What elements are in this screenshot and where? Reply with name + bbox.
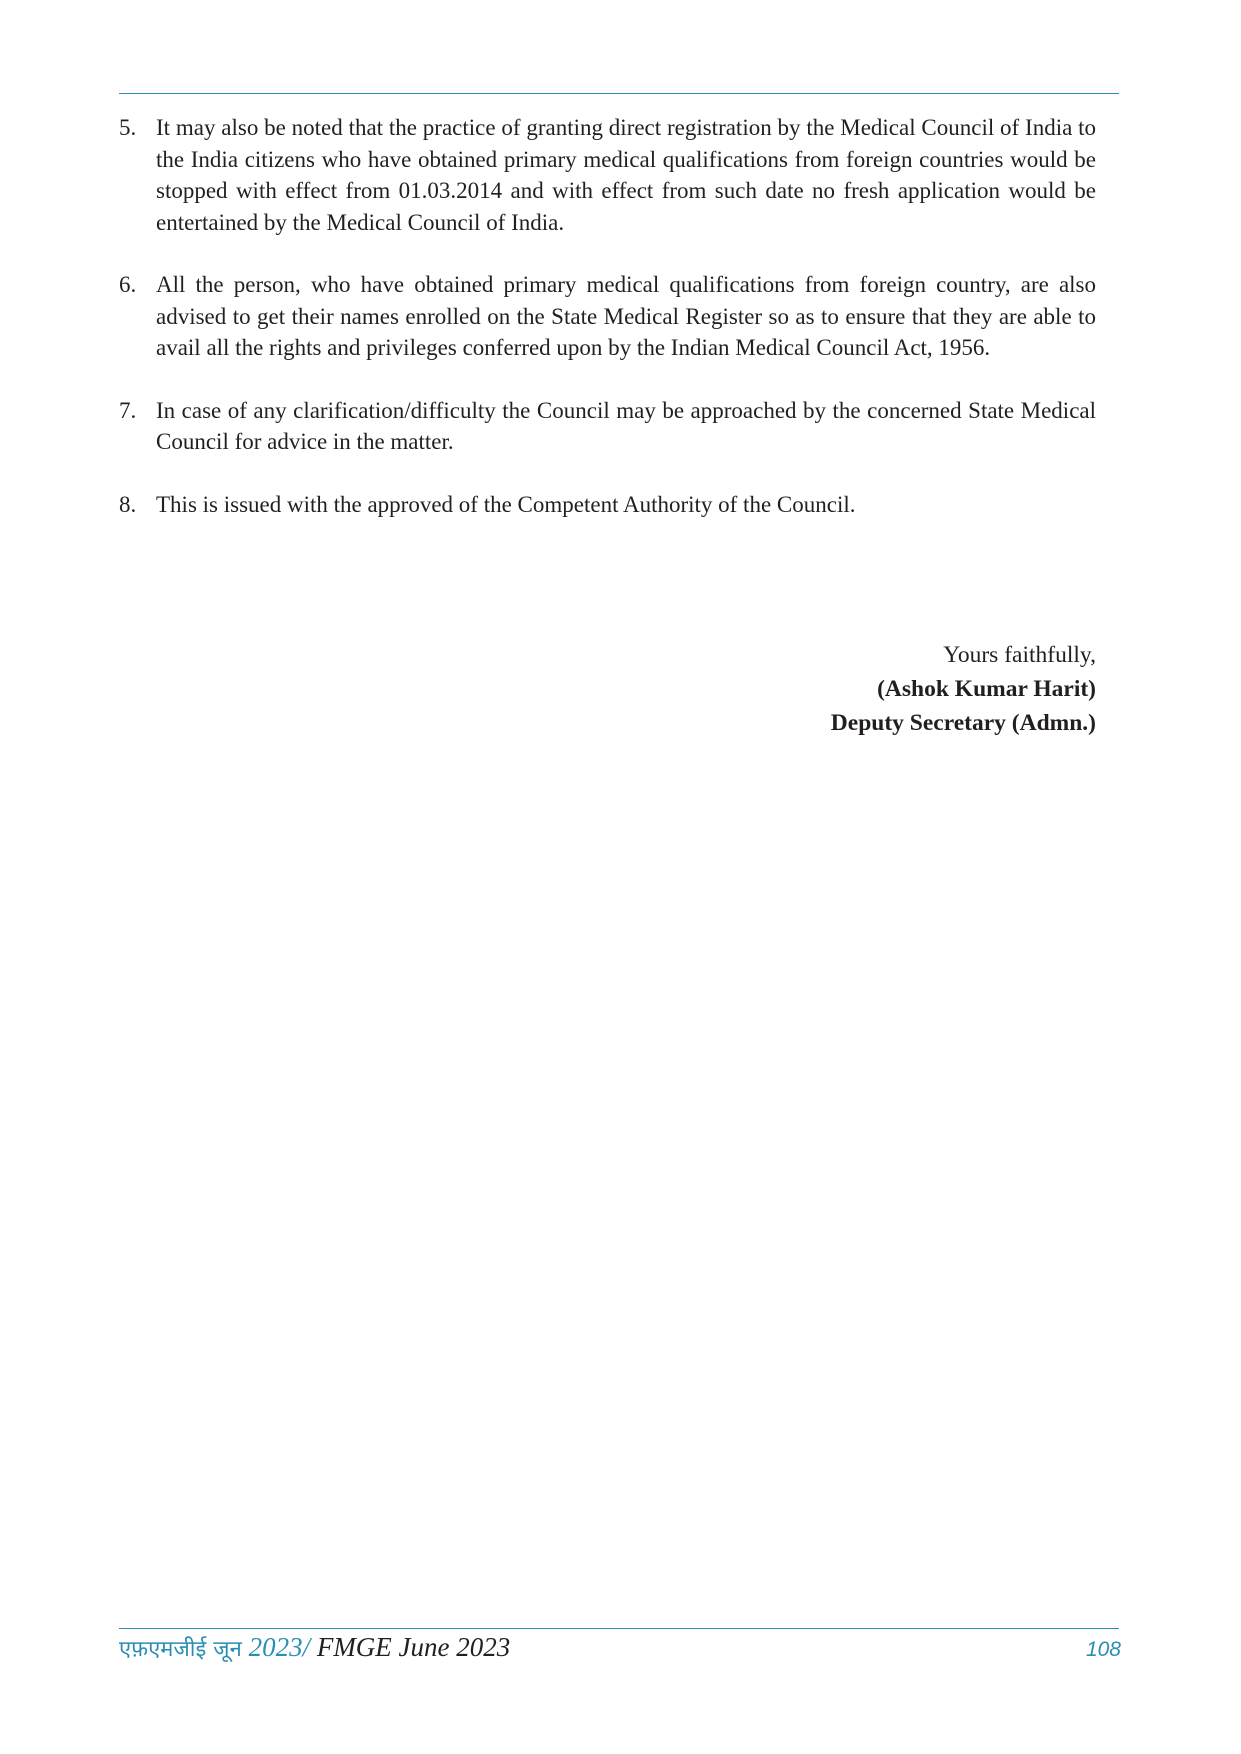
paragraph-text: In case of any clarification/difficulty the Council may be approached by the concerned State Medical Council for advice in the matter. [156,397,1096,454]
paragraph-text: All the person, who have obtained primary medical qualifications from foreign country, are also advised to get their names enrolled on the State Medical Register so as to ensure that they are able to avail all the rights and privileges conferred upon by the Indian Medical Council Act, 1956. [156,272,1096,360]
paragraph-5 [119,112,1096,238]
paragraph-8 [119,489,1096,521]
footer-hindi-year: 2023/ [248,1632,311,1662]
header-rule [119,93,1119,94]
paragraph-text: This is issued with the approved of the Competent Authority of the Council. [156,491,856,517]
signatory-designation: Deputy Secretary (Admn.) [830,710,1096,736]
footer-title [119,1630,510,1667]
paragraph-number: 6. [119,272,137,297]
paragraph-6 [119,269,1096,364]
paragraph-number: 8. [119,491,137,517]
footer-english-title: FMGE June 2023 [316,1632,511,1662]
signatory-name: (Ashok Kumar Harit) [877,676,1096,702]
footer-hindi-title: एफ़एमजीई जून [119,1637,242,1662]
paragraph-number: 7. [119,397,137,423]
closing-line: Yours faithfully, [943,642,1096,668]
paragraph-text: It may also be noted that the practice of granting direct registration by the Medical Council of India to the India citizens who have obtained primary medical qualifications from foreign countries would be stopped with effect from 01.03.2014 and with effect from such date no fresh application would be entertained by the Medical Council of India. [156,115,1096,235]
signature-block [600,638,1096,740]
paragraph-7 [119,395,1096,458]
page-number: 108 [1085,1638,1121,1661]
footer-rule [119,1628,1119,1629]
document-body [119,112,1096,551]
paragraph-number: 5. [119,115,137,140]
